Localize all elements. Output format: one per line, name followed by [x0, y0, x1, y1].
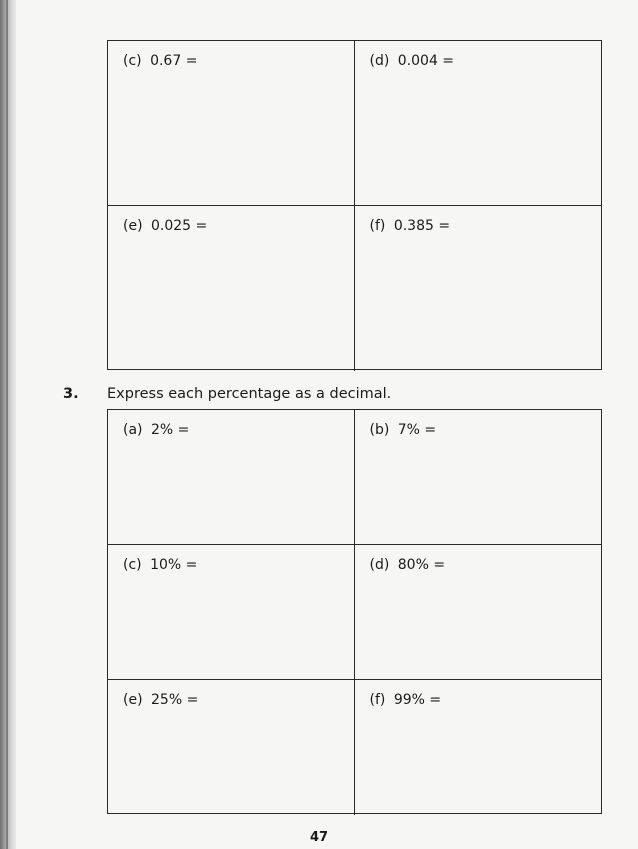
- part-tag: (d): [369, 53, 390, 69]
- answer-cell[interactable]: [108, 545, 355, 680]
- question-instruction: Express each percentage as a decimal.: [107, 386, 392, 402]
- cell-label: [123, 53, 197, 69]
- percentage-expression: 2% =: [150, 422, 190, 438]
- answer-cell[interactable]: [355, 680, 602, 815]
- cell-label: [370, 422, 437, 438]
- part-tag: (f): [369, 218, 386, 234]
- percentage-expression: 10% =: [150, 557, 198, 573]
- decimal-expression: 0.004 =: [397, 53, 455, 69]
- answer-cell[interactable]: [108, 206, 355, 371]
- answer-cell[interactable]: [108, 410, 355, 545]
- answer-cell[interactable]: [108, 680, 355, 815]
- part-tag: (d): [369, 557, 390, 573]
- percentage-expression: 99% =: [393, 692, 442, 708]
- cell-label: [123, 692, 198, 708]
- part-tag: (e): [123, 218, 143, 234]
- decimal-expression: 0.385 =: [393, 218, 451, 234]
- top-answer-grid: [107, 40, 602, 370]
- page-number: 47: [310, 830, 329, 845]
- answer-cell[interactable]: [355, 410, 602, 545]
- part-tag: (f): [369, 692, 386, 708]
- cell-label: [123, 422, 189, 438]
- cell-label: [370, 53, 455, 69]
- book-spine-shadow: [0, 0, 16, 849]
- part-tag: (a): [123, 422, 143, 438]
- part-tag: (c): [123, 557, 142, 573]
- part-tag: (c): [123, 53, 142, 69]
- answer-cell[interactable]: [355, 41, 602, 206]
- cell-label: [370, 692, 442, 708]
- question-number: 3.: [63, 386, 79, 402]
- answer-cell[interactable]: [108, 41, 355, 206]
- percentage-expression: 25% =: [151, 692, 199, 708]
- answer-cell[interactable]: [355, 206, 602, 371]
- cell-label: [123, 557, 197, 573]
- part-tag: (b): [369, 422, 390, 438]
- decimal-expression: 0.025 =: [151, 218, 208, 234]
- cell-label: [123, 218, 207, 234]
- bottom-answer-grid: [107, 409, 602, 814]
- answer-cell[interactable]: [355, 545, 602, 680]
- percentage-expression: 7% =: [397, 422, 437, 438]
- part-tag: (e): [123, 692, 143, 708]
- decimal-expression: 0.67 =: [150, 53, 198, 69]
- cell-label: [370, 557, 446, 573]
- cell-label: [370, 218, 451, 234]
- percentage-expression: 80% =: [397, 557, 446, 573]
